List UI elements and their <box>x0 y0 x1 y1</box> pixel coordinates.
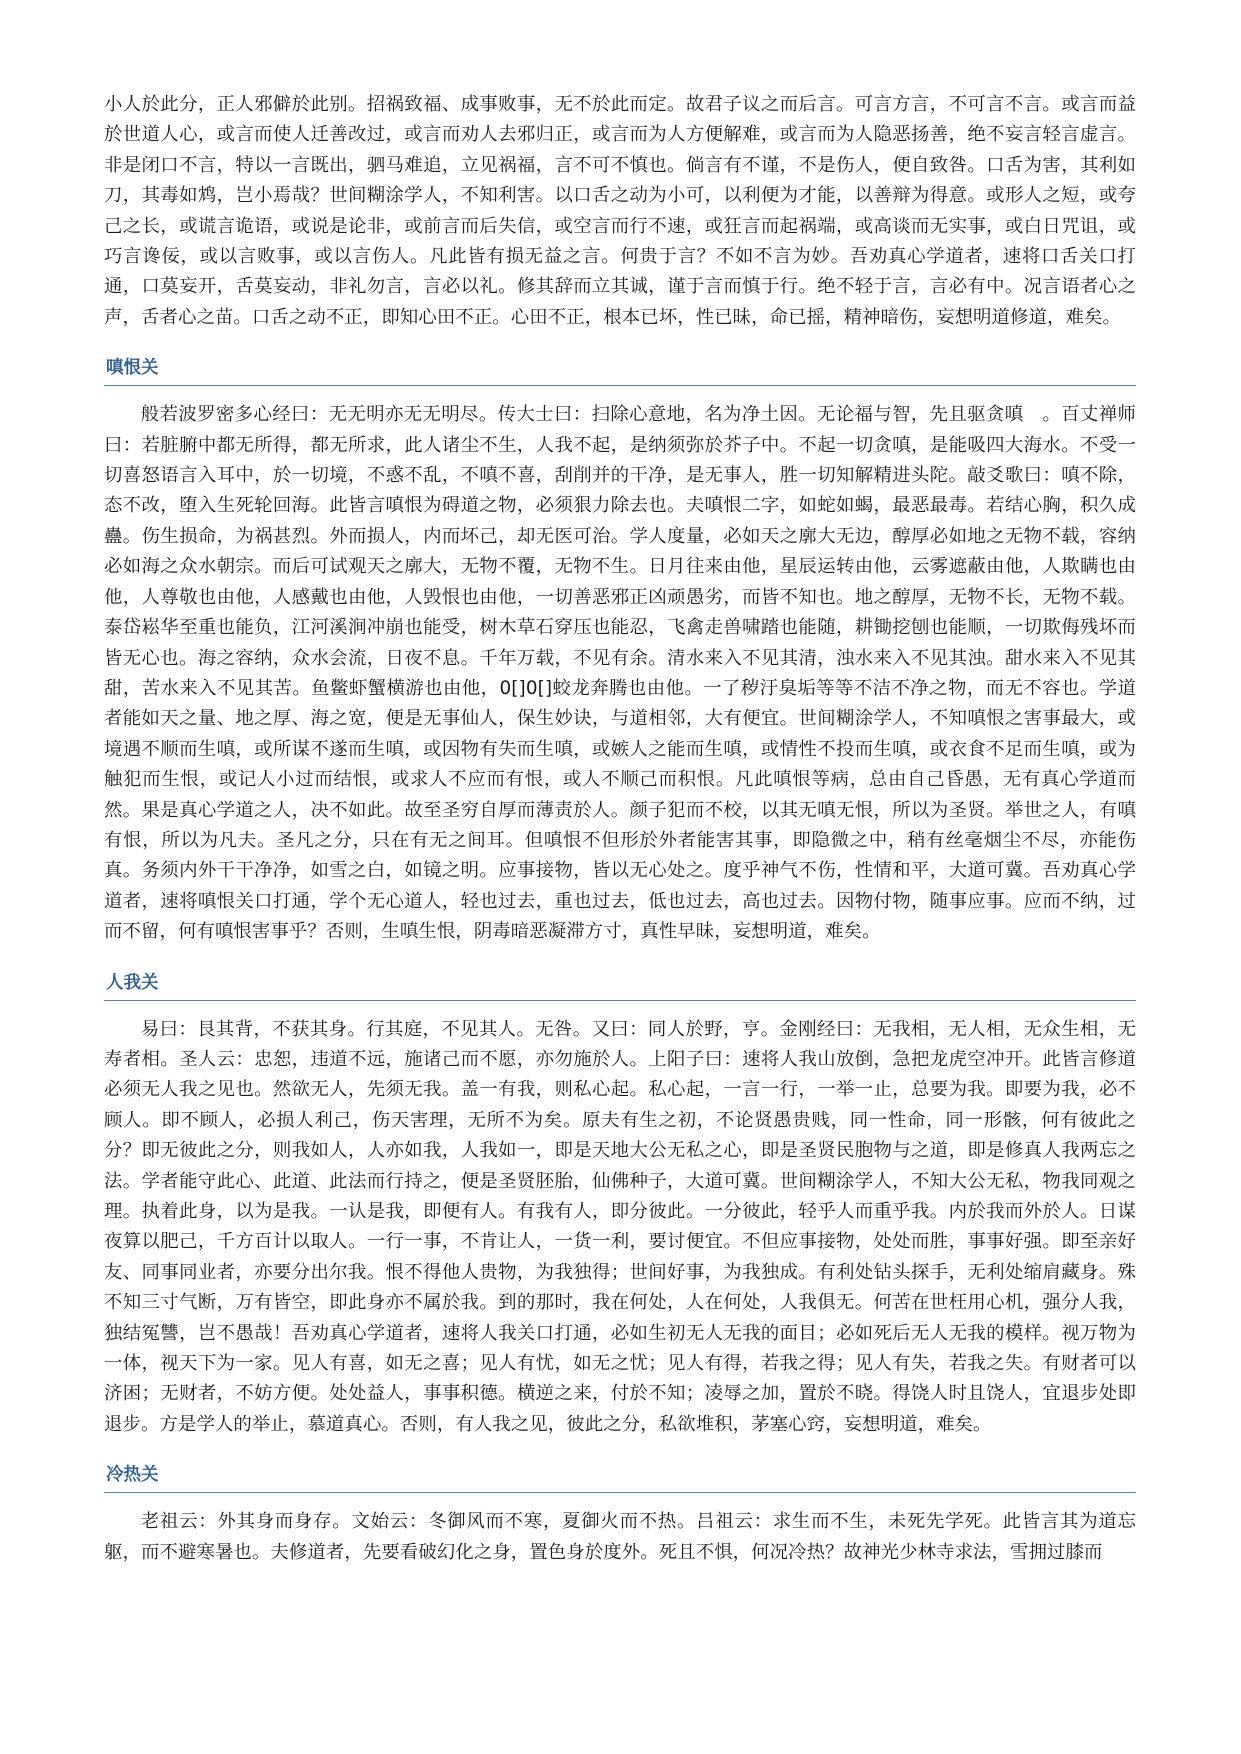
section-paragraph-lengre: 老祖云：外其身而身存。文始云：冬御风而不寒，夏御火而不热。吕祖云：求生而不生，未死先学死。此皆言其为道忘躯，而不避寒暑也。夫修道者，先要看破幻化之身，置色身於度外。死且不惧，何况冷热？故神光少林寺求法，雪拥过膝而 <box>104 1511 1136 1563</box>
section-heading-chenhen: 嗔恨关 <box>104 357 1136 386</box>
section-paragraph-chenhen: 般若波罗密多心经曰：无无明亦无无明尽。传大士曰：扫除心意地，名为净土因。无论福与智，先且驱贪嗔 。百丈禅师曰：若脏腑中都无所得，都无所求，此人诸尘不生，人我不起，是纳须弥於芥子中。不起一切贪嗔，是能吸四大海水。不受一切喜怒语言入耳中，於一切境，不惑不乱，不嗔不喜，刮削并的干净，是无事人，胜一切知解精进头陀。敲爻歌曰：嗔不除，态不改，堕入生死轮回海。此皆言嗔恨为碍道之物，必须狠力除去也。夫嗔恨二字，如蛇如蝎，最恶最毒。若结心胸，积久成蠱。伤生损命，为祸甚烈。外而损人，内而坏己，却无医可治。学人度量，必如天之廓大无边，醇厚必如地之无物不载，容纳必如海之众水朝宗。而后可试观天之廓大，无物不覆，无物不生。日月往来由他，星辰运转由他，云雾遮蔽由他，人欺瞒也由他，人尊敬也由他，人感戴也由他，人毁恨也由他，一切善恶邪正凶顽愚劣，而皆不知也。地之醇厚，无物不长，无物不载。泰岱崧华至重也能负，江河溪涧冲崩也能受，树木草石穿压也能忍，飞禽走兽啸踏也能随，耕锄挖刨也能顺，一切欺侮残坏而皆无心也。海之容纳，众水会流，日夜不息。千年万载，不见有余。清水来入不见其清，浊水来入不见其浊。甜水来入不见其甜，苦水来入不见其苦。鱼鳖虾蟹横游也由他，0[]0[]蛟龙奔腾也由他。一了秽汙臭垢等等不洁不净之物，而无不容也。学道者能如天之量、地之厚、海之宽，便是无事仙人，保生妙诀，与道相邻，大有便宜。世间糊涂学人，不知嗔恨之害事最大，或境遇不顺而生嗔，或所谋不遂而生嗔，或因物有失而生嗔，或嫉人之能而生嗔，或情性不投而生嗔，或衣食不足而生嗔，或为触犯而生恨，或记人小过而结恨，或求人不应而有恨，或人不顺己而积恨。凡此嗔恨等病，总由自己昏愚，无有真心学道而然。果是真心学道之人，决不如此。故至圣穷自厚而薄责於人。颜子犯而不校，以其无嗔无恨，所以为圣贤。举世之人，有嗔有恨，所以为凡夫。圣凡之分，只在有无之间耳。但嗔恨不但形於外者能害其事，即隐微之中，稍有丝毫烟尘不尽，亦能伤真。务须内外干干净净，如雪之白，如镜之明。应事接物，皆以无心处之。度乎神气不伤，性情和平，大道可冀。吾劝真心学道者，速将嗔恨关口打通，学个无心道人，轻也过去，重也过去，低也过去，高也过去。因物付物，随事应事。应而不纳，过而不留，何有嗔恨害事乎？否则，生嗔生恨，阴毒暗恶凝滞方寸，真性早昧，妄想明道，难矣。 <box>104 404 1136 943</box>
section-heading-renwo: 人我关 <box>104 972 1136 1001</box>
intro-paragraph: 小人於此分，正人邪僻於此别。招祸致福、成事败事，无不於此而定。故君子议之而后言。可言方言，不可言不言。或言而益於世道人心，或言而使人迁善改过，或言而劝人去邪归正，或言而为人方便解难，或言而为人隐恶扬善，绝不妄言轻言虚言。非是闭口不言，特以一言既出，驷马难追，立见祸福，言不可不慎也。倘言有不谨，不是伤人，便自致咎。口舌为害，其利如刀，其毒如鸩，岂小焉哉？世间糊涂学人，不知利害。以口舌之动为小可，以利便为才能，以善辩为得意。或形人之短，或夸己之长，或谎言诡语，或说是论非，或前言而后失信，或空言而行不速，或狂言而起祸端，或高谈而无实事，或白日咒诅，或巧言谗佞，或以言败事，或以言伤人。凡此皆有损无益之言。何贵于言？不如不言为妙。吾劝真心学道者，速将口舌关口打通，口莫妄开，舌莫妄动，非礼勿言，言必以礼。修其辞而立其诚，谨于言而慎于行。绝不轻于言，言必有中。况言语者心之声，舌者心之苗。口舌之动不正，即知心田不正。心田不正，根本已坏，性已昧，命已摇，精神暗伤，妄想明道修道，难矣。 <box>104 94 1136 328</box>
section-heading-lengre: 冷热关 <box>104 1464 1136 1493</box>
section-paragraph-renwo: 易曰：艮其背，不获其身。行其庭，不见其人。无咎。又曰：同人於野，亨。金刚经曰：无我相，无人相，无众生相，无寿者相。圣人云：忠恕，违道不远，施诸己而不愿，亦勿施於人。上阳子曰：速将人我山放倒，急把龙虎空冲开。此皆言修道必须无人我之见也。然欲无人，先须无我。盖一有我，则私心起。私心起，一言一行，一举一止，总要为我。即要为我，必不顾人。即不顾人，必损人利己，伤天害理，无所不为矣。原夫有生之初，不论贤愚贵贱，同一性命，同一形骸，何有彼此之分？即无彼此之分，则我如人，人亦如我，人我如一，即是天地大公无私之心，即是圣贤民胞物与之道，即是修真人我两忘之法。学者能守此心、此道、此法而行持之，便是圣贤胚胎，仙佛种子，大道可冀。世间糊涂学人，不知大公无私，物我同观之理。执着此身，以为是我。一认是我，即便有人。有我有人，即分彼此。一分彼此，轻乎人而重乎我。内於我而外於人。日谋夜算以肥己，千方百计以取人。一行一事，不肯让人，一货一利，要讨便宜。不但应事接物，处处而胜，事事好强。即至亲好友、同事同业者，亦要分出尔我。恨不得他人贵物，为我独得；世间好事，为我独成。有利处钻头探手，无利处缩肩藏身。殊不知三寸气断，万有皆空，即此身亦不属於我。到的那时，我在何处，人在何处，人我俱无。何苦在世枉用心机，强分人我，独结冤讐，岂不愚哉！吾劝真心学道者，速将人我关口打通，必如生初无人无我的面目；必如死后无人无我的模样。视万物为一体，视天下为一家。见人有喜，如无之喜；见人有忧，如无之忧；见人有得，若我之得；见人有失，若我之失。有财者可以济困；无财者，不妨方便。处处益人，事事积德。横逆之来，付於不知；凌辱之加，置於不晓。得饶人时且饶人，宜退步处即退步。方是学人的举止，慕道真心。否则，有人我之见，彼此之分，私欲堆积，茅塞心窍，妄想明道，难矣。 <box>104 1018 1136 1435</box>
document-body <box>104 90 1136 1568</box>
